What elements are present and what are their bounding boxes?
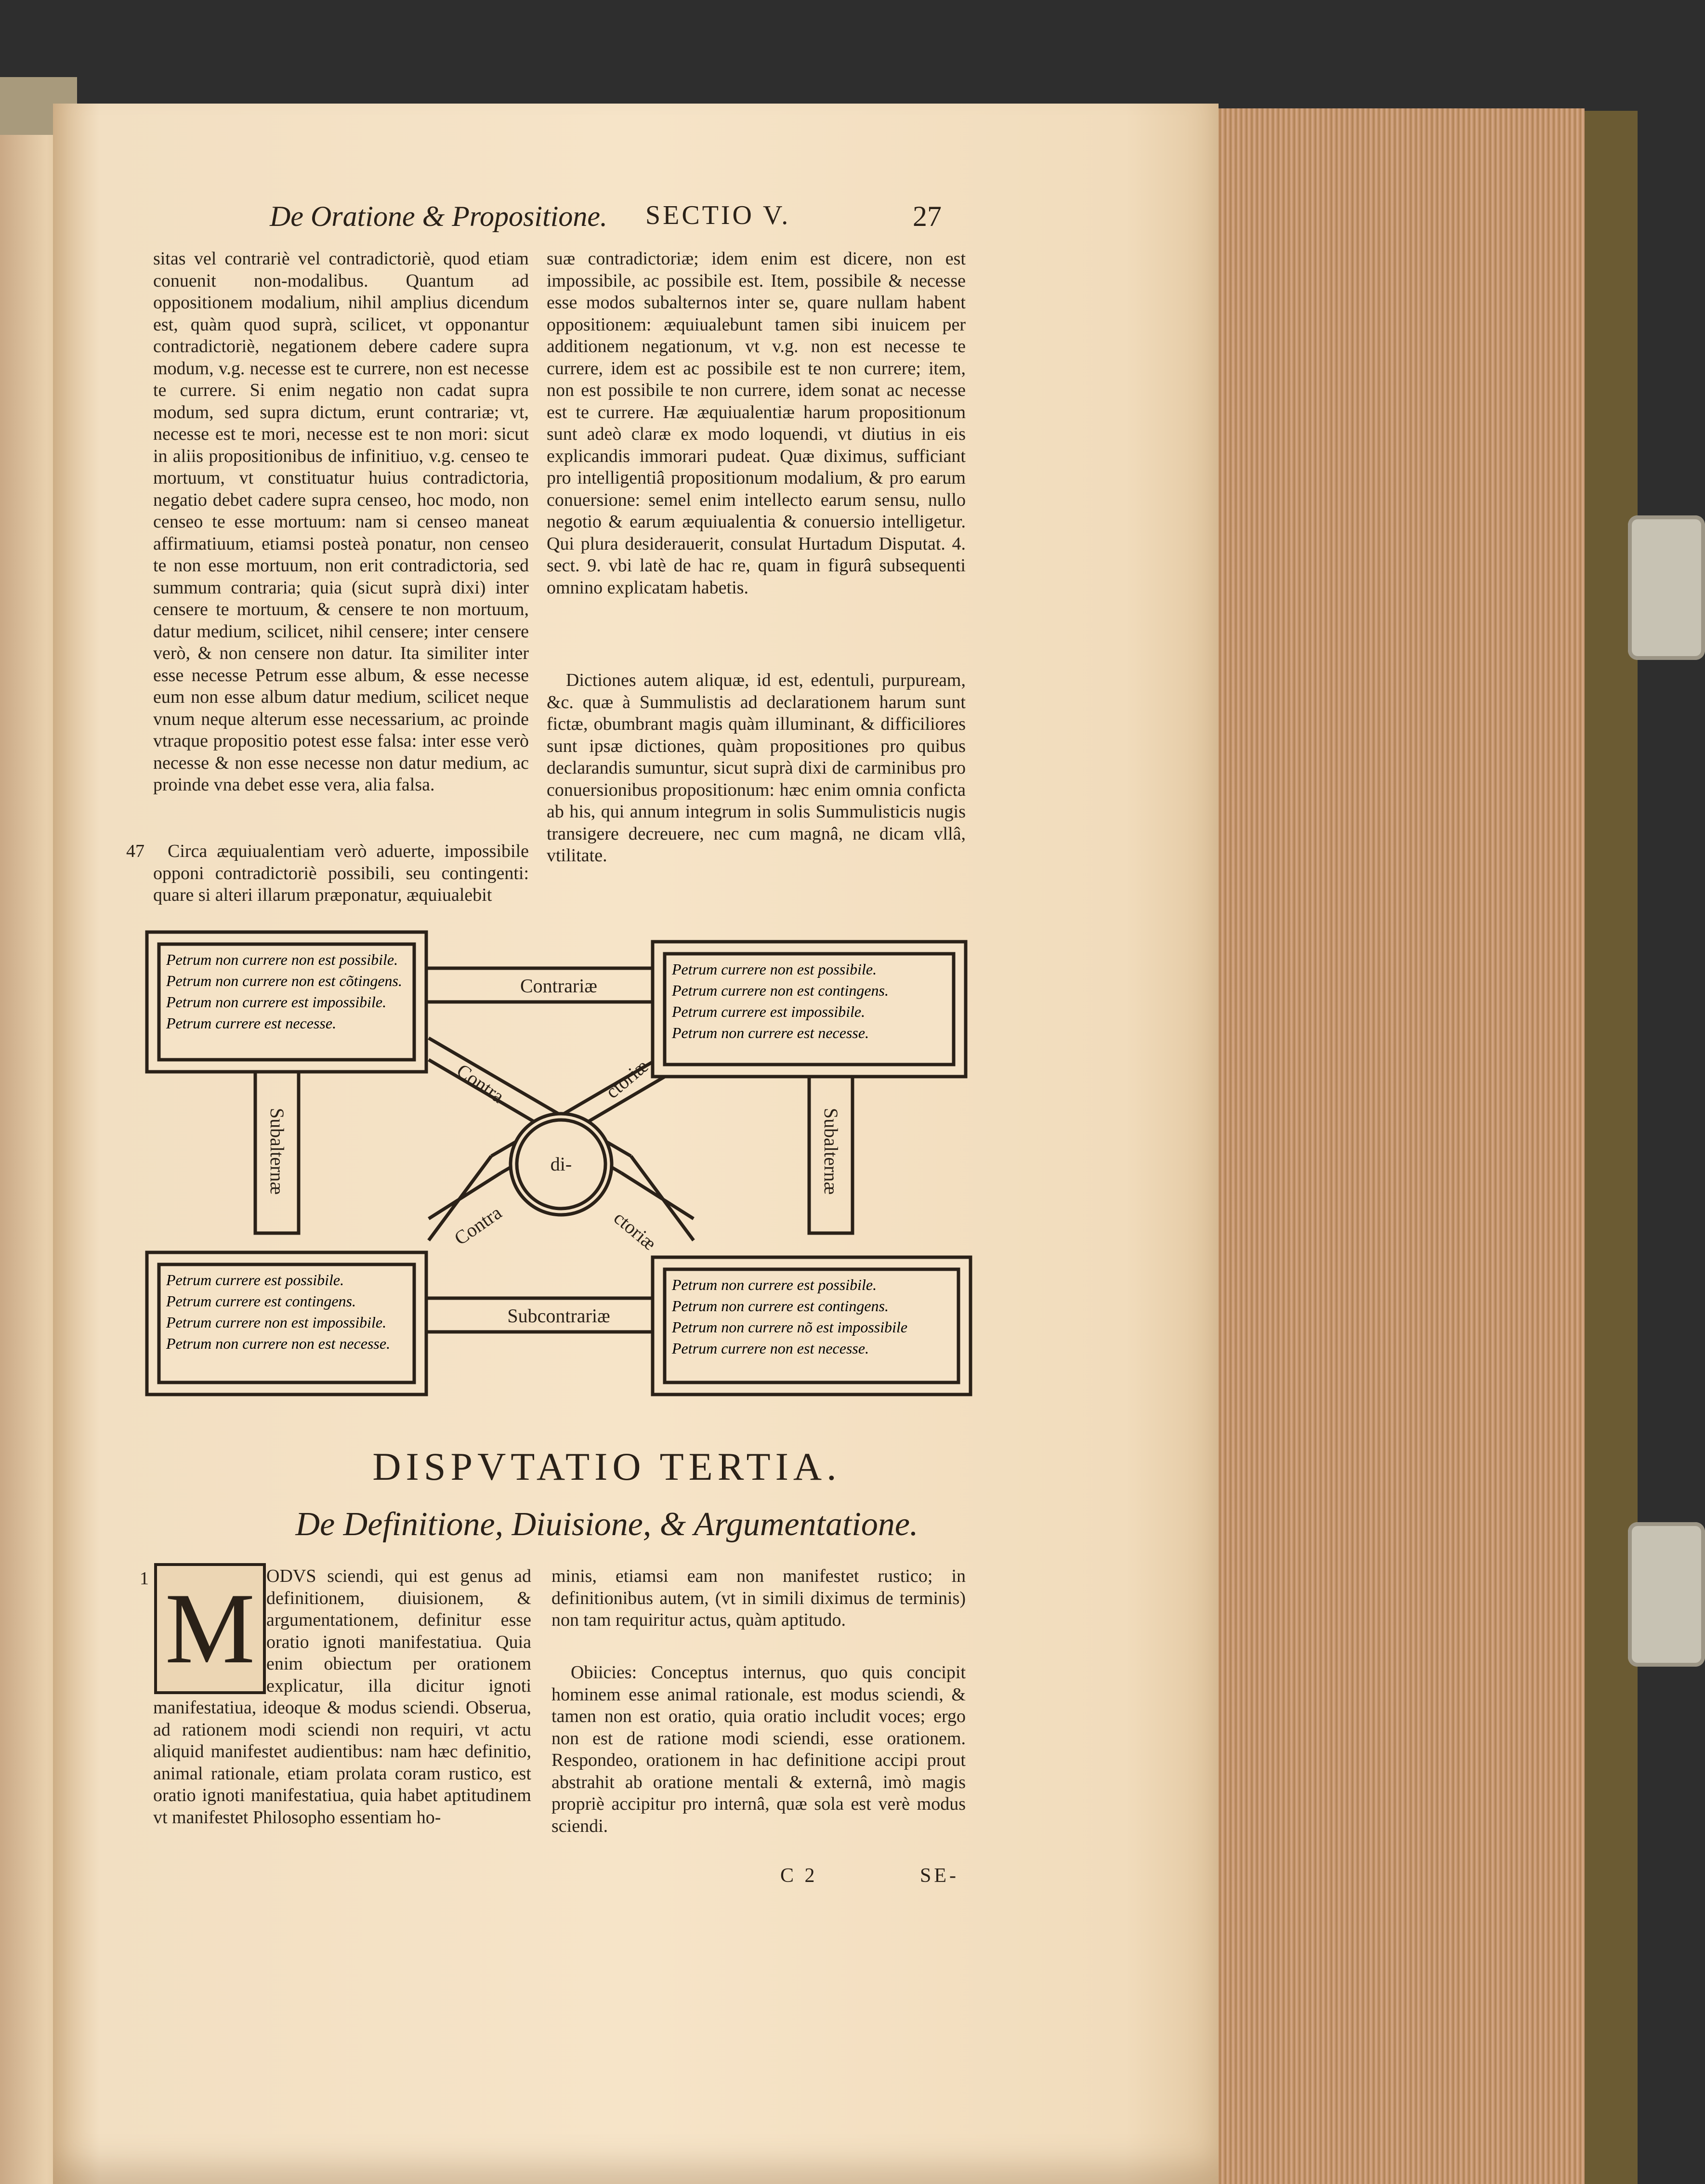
proposition-line: Petrum currere non est contingens. — [672, 982, 889, 999]
clasp-upper — [1628, 515, 1705, 660]
subcontrariae-label: Subcontrariæ — [507, 1305, 610, 1327]
proposition-line: Petrum non currere est possibile. — [672, 1276, 877, 1293]
ctoriae-label-upper: ctoriæ — [601, 1055, 653, 1103]
lower-right-column-text: minis, etiamsi eam non manifestet rustico; in definitionibus autem, (vt in simili diximus de terminis) non tam requiritur actus, quàm aptitudo. — [551, 1566, 966, 1630]
proposition-line: Petrum non currere est impossibile. — [166, 993, 387, 1011]
running-title: De Oratione & Propositione. — [270, 200, 608, 232]
catchword: SE- — [920, 1865, 959, 1887]
lower-left-column-text — [153, 1566, 531, 1829]
lower-left-text: ODVS sciendi, qui est genus ad definitionem, diuisionem, & argumentationem, definitur esse oratio ignoti manifestatiua. Quia enim obiectum per orationem explicatur, illa dicitur ignoti manifestatiua, ideoque & modus sciendi. Obserua, ad rationem modi sciendi non requiri, vt actu aliquid manifestet audientibus: nam hæc definitio, animal rationale, etiam prolata coram rustico, est oratio ignoti manifestatiua, quia habet aptitudinem vt manifestet Philosopho essentiam ho- — [153, 1566, 531, 1828]
proposition-line: Petrum non currere est necesse. — [672, 1024, 869, 1041]
proposition-line: Petrum currere est impossibile. — [672, 1003, 866, 1020]
initial-spacer — [153, 1566, 266, 1696]
proposition-line: Petrum non currere non est possibile. — [166, 951, 398, 968]
disputatio-title: DISPVTATIO TERTIA. — [372, 1445, 841, 1488]
ctoriae-label-lower: ctoriæ — [609, 1207, 661, 1255]
square-of-opposition — [144, 930, 978, 1397]
contra-label-lower: Contra — [450, 1201, 506, 1250]
lower-right-column-text-2: Obiicies: Conceptus internus, quo quis concipit hominem esse animal rationale, est modus sciendi, & tamen non est oratio, quia oratio includit voces; ergo non est de ratione modi sciendi, esse orationem. Respondeo, orationem in hac definitione accipi prout abstrahit ab oratione mentali & externâ, imò magis propriè accipitur pro internâ, quæ sola est verè modus sciendi. — [551, 1662, 966, 1836]
proposition-line: Petrum currere est necesse. — [166, 1014, 337, 1032]
proposition-line: Petrum non currere nõ est impossibile — [672, 1318, 908, 1336]
proposition-box-bottom-left — [166, 1269, 412, 1354]
subalternae-right-label: Subalternæ — [820, 1108, 842, 1195]
signature-mark: C 2 — [780, 1865, 818, 1887]
proposition-box-top-right — [672, 959, 951, 1043]
left-column-text: sitas vel contrariè vel contradictoriè, quod etiam conuenit non-modalibus. Quantum ad oppositionem modalium, nihil amplius dicendum est, quàm quod suprà, scilicet, vt opponantur contradictoriè, negationem debere cadere supra modum, v.g. necesse est te currere, non est necesse te currere. Si enim negatio non cadat supra modum, sed supra dictum, erunt contrariæ; vt, necesse est te mori, necesse est te non mori: sicut in aliis propositionibus de infinitiuo, v.g. censeo te mortuum, vt constituatur huius contradictoria, negatio debet cadere supra censeo, hoc modo, non censeo te esse mortuum: nam si censeo maneat affirmatiuum, etiamsi posteà ponatur, non censeo te non esse mortuum, non erit contradictoria, sed summum contraria; quia (sicut suprà dixi) inter censere te mortuum, & censere te non mortuum, datur medium, scilicet, nihil censere; inter censere verò, & non censere non datur. Ita similiter inter esse necesse Petrum esse album, & esse necesse eum non esse album datur medium, scilicet neque vnum neque alterum esse necessarium, ac proinde vtraque propositio potest esse falsa: inter esse verò necesse & non esse necesse non datur medium, ac proinde vna debet esse vera, alia falsa. — [153, 249, 529, 795]
proposition-line: Petrum currere non est possibile. — [672, 960, 877, 978]
proposition-line: Petrum non currere est contingens. — [672, 1297, 889, 1315]
page-number: 27 — [913, 200, 942, 232]
decorated-initial: M — [154, 1563, 266, 1694]
proposition-line: Petrum non currere non est cõtingens. — [166, 972, 402, 989]
paragraph-number: 1 — [140, 1568, 149, 1589]
subalternae-left-label: Subalternæ — [266, 1108, 288, 1195]
proposition-line: Petrum currere non est impossibile. — [166, 1314, 387, 1331]
proposition-line: Petrum currere non est necesse. — [672, 1340, 869, 1357]
clasp-lower — [1628, 1522, 1705, 1667]
right-column-text: suæ contradictoriæ; idem enim est dicere, non est impossibile, ac possibile est. Item, possibile & necesse esse modos subalternos inter se, quare nullam habent oppositionem: æquiualebunt tamen sibi inuicem per additionem negationum, vt v.g. non est necesse te currere, idem est ac possibile est te non currere; item, non est possibile te non currere, idem sonat ac necesse est te currere. Hæ æquiualentiæ harum propositionum sunt adeò claræ ex modo loquendi, vt diutius in eis explicandis immorari pudeat. Quæ diximus, sufficiant pro intelligentiâ propositionum modalium, & pro earum conuersione: semel enim intellecto earum sensu, nullo negotio & earum æquiualentia & conuersio intelligetur. Qui plura desiderauerit, consulat Hurtadum Disputat. 4. sect. 9. vbi latè de hac re, quam in figurâ subsequenti omnino explicatam habetis. — [547, 249, 966, 598]
contrariae-label: Contrariæ — [520, 975, 597, 997]
proposition-line: Petrum currere est contingens. — [166, 1292, 356, 1310]
paragraph-number: 47 — [126, 841, 144, 861]
section-label: SECTIO V. — [645, 200, 791, 230]
proposition-line: Petrum currere est possibile. — [166, 1271, 344, 1289]
disputatio-subtitle: De Definitione, Diuisione, & Argumentatione. — [295, 1506, 918, 1543]
proposition-box-bottom-right — [672, 1274, 956, 1359]
paragraph-47-text: Circa æquiualentiam verò aduerte, impossibile opponi contradictoriè possibili, seu contingenti: quare si alteri illarum præponatur, æquiualebit — [153, 841, 529, 905]
right-column-text-2: Dictiones autem aliquæ, id est, edentuli, purpuream, &c. quæ à Summulistis ad declarationem harum sunt fictæ, obumbrant magis quàm illuminant, & difficiliores sunt ipsæ dictiones, quàm propositiones pro quibus declarandis sumuntur, sicut suprà dixi de carminibus pro conuersionibus propositionum: hæc enim omnia conficta ab his, qui annum integrum in solis Summulisticis nugis transigere decreuere, nec cum magnâ, ne dicam vllâ, vtilitate. — [547, 670, 966, 866]
page-block-edge — [1199, 108, 1585, 2184]
proposition-line: Petrum non currere non est necesse. — [166, 1335, 391, 1352]
di-label: di- — [550, 1153, 572, 1175]
contra-label-upper: Contra — [453, 1059, 509, 1107]
proposition-box-top-left — [166, 949, 412, 1034]
